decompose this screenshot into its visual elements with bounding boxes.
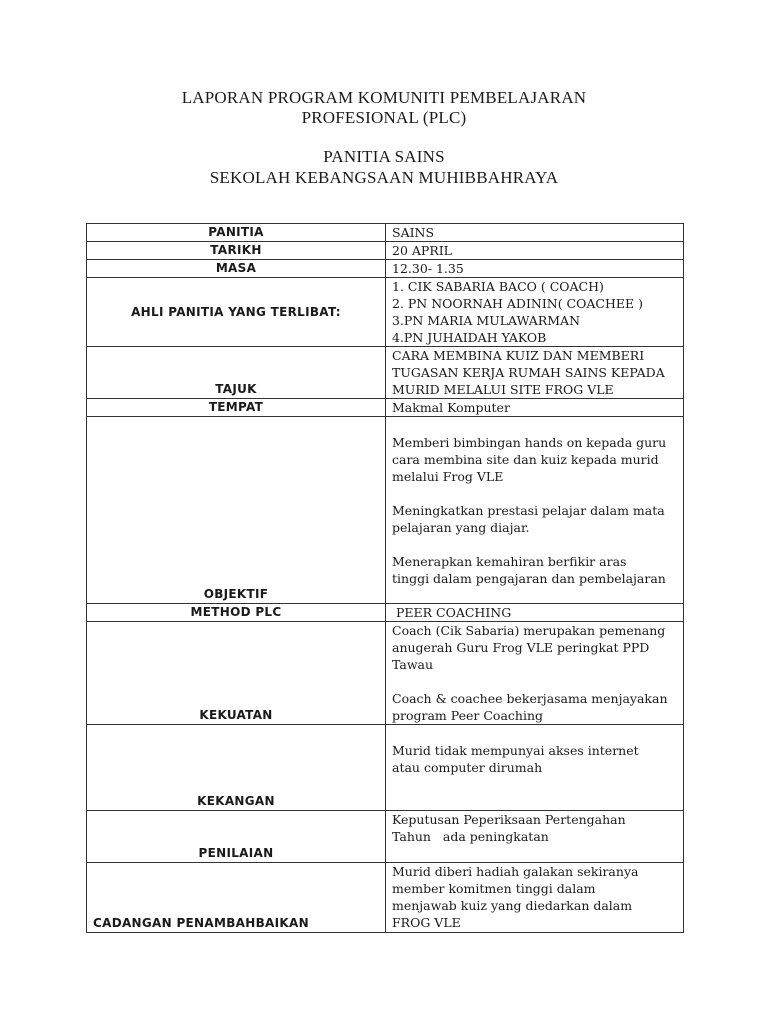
constraint-line: Murid tidak mempunyai akses internet bbox=[392, 743, 639, 758]
table-row-kekuatan bbox=[87, 622, 684, 725]
evaluation-line: Tahun ada peningkatan bbox=[392, 829, 549, 844]
strength-line: Tawau bbox=[392, 657, 434, 672]
label-method-plc: METHOD PLC bbox=[87, 604, 386, 622]
member-line: 3.PN MARIA MULAWARMAN bbox=[392, 313, 581, 328]
value-method-plc: PEER COACHING bbox=[386, 604, 684, 622]
label-kekuatan: KEKUATAN bbox=[87, 622, 386, 725]
label-tajuk: TAJUK bbox=[87, 347, 386, 399]
suggestion-line: FROG VLE bbox=[392, 915, 461, 930]
topic-line: TUGASAN KERJA RUMAH SAINS KEPADA bbox=[392, 365, 665, 380]
value-tarikh: 20 APRIL bbox=[386, 242, 684, 260]
label-objektif: OBJEKTIF bbox=[87, 417, 386, 604]
table-row-method bbox=[87, 604, 684, 622]
label-ahli-panitia: AHLI PANITIA YANG TERLIBAT: bbox=[87, 278, 386, 347]
table-row-kekangan bbox=[87, 725, 684, 811]
objective-line: Memberi bimbingan hands on kepada guru bbox=[392, 435, 667, 450]
objective-line: melalui Frog VLE bbox=[392, 469, 504, 484]
label-tempat: TEMPAT bbox=[87, 399, 386, 417]
report-title-line-1: LAPORAN PROGRAM KOMUNITI PEMBELAJARAN bbox=[181, 88, 587, 107]
objective-line: Meningkatkan prestasi pelajar dalam mata bbox=[392, 503, 665, 518]
label-masa: MASA bbox=[87, 260, 386, 278]
topic-line: CARA MEMBINA KUIZ DAN MEMBERI bbox=[392, 348, 645, 363]
table-row-tarikh bbox=[87, 242, 684, 260]
suggestion-line: menjawab kuiz yang diedarkan dalam bbox=[392, 898, 633, 913]
member-line: 1. CIK SABARIA BACO ( COACH) bbox=[392, 279, 604, 294]
objective-line: Menerapkan kemahiran berfikir aras bbox=[392, 554, 627, 569]
table-row-masa bbox=[87, 260, 684, 278]
table-row-tempat bbox=[87, 399, 684, 417]
objective-line: tinggi dalam pengajaran dan pembelajaran bbox=[392, 571, 666, 586]
value-tempat: Makmal Komputer bbox=[386, 399, 684, 417]
strength-line: Coach (Cik Sabaria) merupakan pemenang bbox=[392, 623, 666, 638]
table-row-cadangan bbox=[87, 863, 684, 933]
table-row-penilaian bbox=[87, 811, 684, 863]
topic-line: MURID MELALUI SITE FROG VLE bbox=[392, 382, 614, 397]
label-panitia: PANITIA bbox=[87, 224, 386, 242]
value-tajuk bbox=[386, 347, 684, 399]
table-row-ahli bbox=[87, 278, 684, 347]
value-kekuatan bbox=[386, 622, 684, 725]
strength-line: Coach & coachee bekerjasama menjayakan bbox=[392, 691, 668, 706]
label-cadangan: CADANGAN PENAMBAHBAIKAN bbox=[87, 863, 386, 933]
evaluation-line: Keputusan Peperiksaan Pertengahan bbox=[392, 812, 626, 827]
label-penilaian: PENILAIAN bbox=[87, 811, 386, 863]
school-name: SEKOLAH KEBANGSAAN MUHIBBAHRAYA bbox=[209, 168, 559, 187]
value-panitia: SAINS bbox=[386, 224, 684, 242]
value-cadangan bbox=[386, 863, 684, 933]
value-masa: 12.30- 1.35 bbox=[386, 260, 684, 278]
label-tarikh: TARIKH bbox=[87, 242, 386, 260]
table-row-tajuk bbox=[87, 347, 684, 399]
committee-title: PANITIA SAINS bbox=[323, 147, 445, 166]
label-kekangan: KEKANGAN bbox=[87, 725, 386, 811]
member-line: 2. PN NOORNAH ADININ( COACHEE ) bbox=[392, 296, 643, 311]
constraint-line: atau computer dirumah bbox=[392, 760, 543, 775]
member-line: 4.PN JUHAIDAH YAKOB bbox=[392, 330, 547, 345]
suggestion-line: member komitmen tinggi dalam bbox=[392, 881, 596, 896]
table-row-objektif bbox=[87, 417, 684, 604]
strength-line: program Peer Coaching bbox=[392, 708, 543, 723]
value-objektif bbox=[386, 417, 684, 604]
objective-line: cara membina site dan kuiz kepada murid bbox=[392, 452, 659, 467]
report-table bbox=[86, 223, 684, 933]
value-ahli-panitia bbox=[386, 278, 684, 347]
table-row-panitia bbox=[87, 224, 684, 242]
suggestion-line: Murid diberi hadiah galakan sekiranya bbox=[392, 864, 639, 879]
value-kekangan bbox=[386, 725, 684, 811]
report-title-line-2: PROFESIONAL (PLC) bbox=[301, 108, 467, 127]
strength-line: anugerah Guru Frog VLE peringkat PPD bbox=[392, 640, 650, 655]
objective-line: pelajaran yang diajar. bbox=[392, 520, 530, 535]
value-penilaian bbox=[386, 811, 684, 863]
